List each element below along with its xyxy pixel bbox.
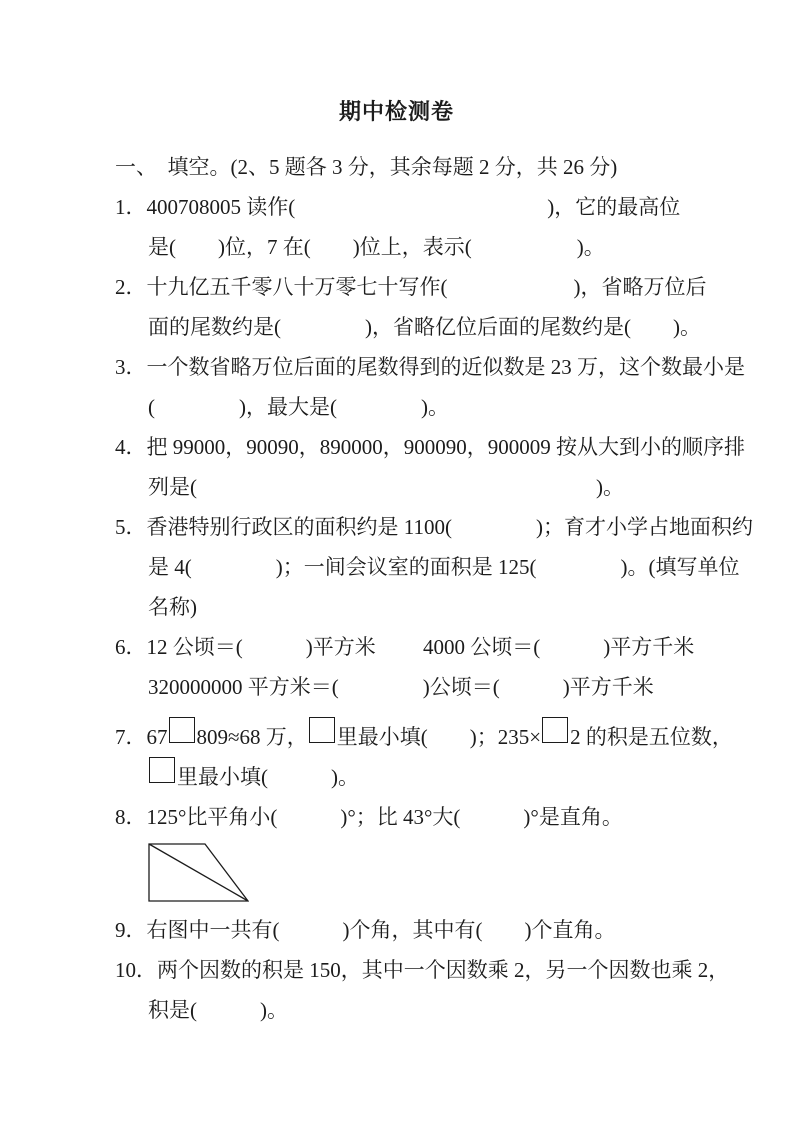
blank-box xyxy=(169,717,195,743)
trapezoid-with-diagonal-svg xyxy=(148,843,249,902)
question-4-line-2: 列是( )。 xyxy=(148,475,624,499)
question-3 xyxy=(115,347,763,427)
question-5-line-2: 是 4( )；一间会议室的面积是 125( )。(填写单位 xyxy=(148,555,740,579)
question-8 xyxy=(115,797,763,837)
blank-box xyxy=(149,757,175,783)
question-10 xyxy=(115,950,763,1030)
question-text: 7．67 xyxy=(115,725,168,749)
question-1-line-1: 1．400708005 读作( )，它的最高位 xyxy=(115,195,681,219)
question-5 xyxy=(115,507,763,627)
question-6 xyxy=(115,627,763,707)
page-title: 期中检测卷 xyxy=(338,99,454,124)
question-5-line-1: 5．香港特别行政区的面积约是 1100( )；育才小学占地面积约 xyxy=(115,515,753,539)
blank-box xyxy=(309,717,335,743)
question-2-line-2: 面的尾数约是( )，省略亿位后面的尾数约是( )。 xyxy=(148,315,701,339)
question-9-line-1: 9．右图中一共有( )个角，其中有( )个直角。 xyxy=(115,918,616,942)
question-10-line-2: 积是( )。 xyxy=(148,998,288,1022)
question-4 xyxy=(115,427,763,507)
question-text: 2 的积是五位数， xyxy=(570,725,733,749)
question-6-line-2: 320000000 平方米＝( )公顷＝( )平方千米 xyxy=(148,675,654,699)
question-1-line-2: 是( )位，7 在( )位上，表示( )。 xyxy=(148,235,605,259)
question-2-line-1: 2．十九亿五千零八十万零七十写作( )，省略万位后 xyxy=(115,275,707,299)
question-3-line-2: ( )，最大是( )。 xyxy=(148,395,449,419)
question-2 xyxy=(115,267,763,347)
question-text: 里最小填( )。 xyxy=(177,765,359,789)
question-9 xyxy=(115,910,763,950)
question-text: 里最小填( )；235× xyxy=(336,725,542,749)
question-text: 809≈68 万， xyxy=(196,725,308,749)
angles-figure xyxy=(148,843,763,902)
blank-box xyxy=(542,717,568,743)
question-7-line-2 xyxy=(115,757,763,797)
question-5-line-3: 名称) xyxy=(148,595,197,619)
question-6-line-1: 6．12 公顷＝( )平方米 4000 公顷＝( )平方千米 xyxy=(115,635,695,659)
question-1 xyxy=(115,187,763,267)
question-7 xyxy=(115,717,763,797)
question-8-line-1: 8．125°比平角小( )°；比 43°大( )°是直角。 xyxy=(115,805,623,829)
question-4-line-1: 4．把 99000，90090，890000，900090，900009 按从大到小的顺序排 xyxy=(115,435,745,459)
question-7-line-1 xyxy=(115,717,763,757)
question-3-line-1: 3．一个数省略万位后面的尾数得到的近似数是 23 万，这个数最小是 xyxy=(115,355,745,379)
section-heading: 一、 填空。(2、5 题各 3 分，其余每题 2 分，共 26 分) xyxy=(115,155,618,179)
question-10-line-1: 10．两个因数的积是 150，其中一个因数乘 2，另一个因数也乘 2， xyxy=(115,958,730,982)
